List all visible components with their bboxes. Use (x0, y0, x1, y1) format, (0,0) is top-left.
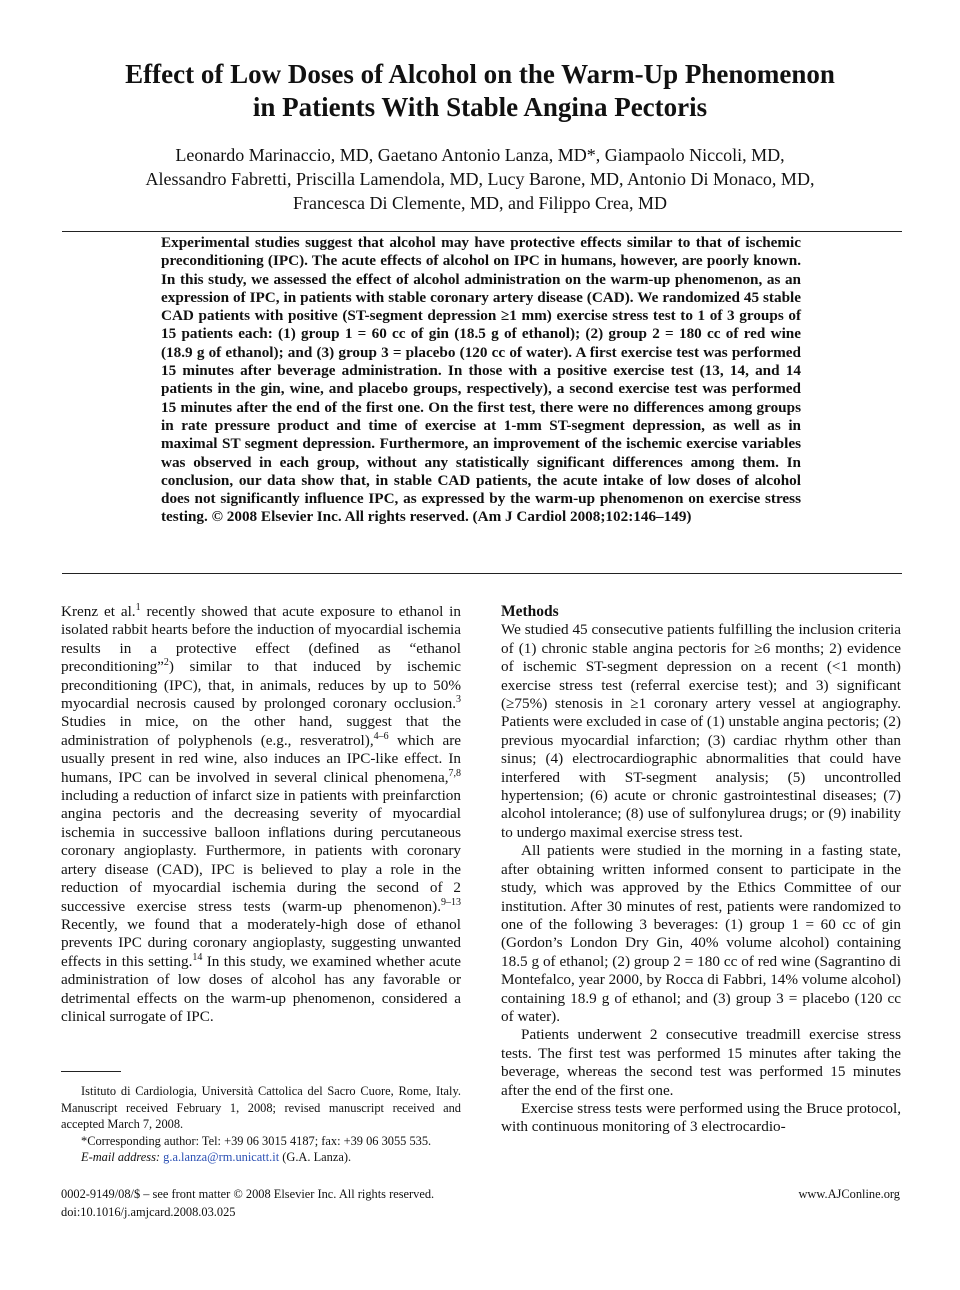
introduction-paragraph: Krenz et al.$^1$ recently showed that acute exposure to ethanol in isolated rabbit hearts before the induction of myocardial ischemia results in a protective effect (defined as “ethanol preconditioning”$^2$) similar to that induced by ischemic preconditioning (IPC), that, in animals, reduces by up to 50% myocardial necrosis caused by prolonged coronary occlusion.$^3$ Studies in mice, on the other hand, suggest that the administration of polyphenols (e.g., resveratrol),$^{4-6}$ which are usually present in red wine, also induces an IPC-like effect. In humans, IPC can be involved in several clinical phenomena,$^{7,8}$ including a reduction of infarct size in patients with preinfarction angina pectoris and the decreasing severity of myocardial ischemia in successive balloon inflations during percutaneous coronary angioplasty. Furthermore, in patients with coronary artery disease (CAD), IPC is believed to play a role in the reduction of myocardial ischemia during the second of 2 successive exercise stress tests (warm-up phenomenon).$^{9-13}$ Recently, we found that a moderately-high dose of ethanol prevents IPC during coronary angioplasty, suggesting unwanted effects in this setting.$^{14}$ In this study, we examined whether acute administration of low doses of alcohol has any favorable or detrimental effects on the warm-up phenomenon, considered a clinical surrogate of IPC. (61, 601, 462, 1025)
corresponding-author-note: *Corresponding author: Tel: +39 06 3015 4187; fax: +39 06 3055 535. (81, 1133, 432, 1148)
abstract: Experimental studies suggest that alcohol may have protective effects similar to that of ischemic preconditioning (IPC). The acute effects of alcohol on IPC in humans, however, are poorly known. In this study, we assessed the effect of alcohol administration on the warm-up phenomenon, as an expression of IPC, in patients with stable coronary artery disease (CAD). We randomized 45 stable CAD patients with positive (ST-segment depression ≥1 mm) exercise stress test to 1 of 3 groups of 15 patients each: (1) group 1 = 60 cc of gin (18.5 g of ethanol); (2) group 2 = 180 cc of red wine (18.9 g of ethanol); and (3) group 3 = placebo (120 cc of water). A first exercise test was performed 15 minutes after beverage administration. In those with a positive exercise test (13, 14, and 14 patients in the gin, wine, and placebo groups, respectively), a second exercise test was performed 15 minutes after the end of the first one. On the first test, there were no differences among groups in rate pressure product and time of exercise at 1-mm ST-segment depression, as well as in maximal ST segment depression. Furthermore, an improvement of the ischemic exercise variables was observed in each group, without any statistically significant differences among them. In conclusion, our data show that, in stable CAD patients, the acute intake of low doses of alcohol does not significantly influence IPC, as expressed by the warm-up phenomenon on exercise stress testing. © 2008 Elsevier Inc. All rights reserved. (Am J Cardiol 2008;102:146–149) (161, 234, 801, 526)
publication-info (61, 1186, 434, 1221)
citation-ref[interactable]: 14 (192, 951, 203, 963)
citation-ref[interactable]: 4–6 (373, 730, 389, 742)
email-link[interactable]: g.a.lanza@rm.unicatt.it (163, 1150, 280, 1165)
email-label: E-mail address: (81, 1150, 161, 1165)
authors-line-3: Francesca Di Clemente, MD, and Filippo Crea, MD (293, 193, 667, 213)
citation-ref[interactable]: 2 (163, 657, 169, 669)
doi-line[interactable]: doi:10.1016/j.amjcard.2008.03.025 (61, 1204, 236, 1219)
methods-paragraph-1: We studied 45 consecutive patients fulfilling the inclusion criteria of (1) chronic stable angina pectoris for ≥6 months; 2) evidence of ischemic ST-segment depression on a recent (<1 month) exercise stress test (referral exercise test); and 3) significant (≥75%) stenosis in ≥1 coronary artery vessel at angiography. Patients were excluded in case of (1) unstable angina pectoris; (2) previous myocardial infarction; (3) cardiac rhythm other than sinus; (4) electrocardiographic abnormalities that could have interfered with ST-segment analysis; (5) uncontrolled hypertension; (6) acute or chronic gastrointestinal diseases; (7) alcohol intolerance; (8) use of sulfonylurea drugs; or (9) inability to undergo maximal exercise stress test. (501, 621, 901, 841)
authors-line-1: Leonardo Marinaccio, MD, Gaetano Antonio Lanza, MD*, Giampaolo Niccoli, MD, (175, 145, 785, 165)
issn-line: 0002-9149/08/$ – see front matter © 2008 Elsevier Inc. All rights reserved. (61, 1187, 435, 1201)
email-note: E-mail address: g.a.lanza@rm.unicatt.it (G.A. Lanza). (81, 1150, 352, 1165)
article-title (60, 58, 900, 124)
citation-ref[interactable]: 7,8 (448, 767, 461, 779)
right-column (501, 603, 901, 1137)
author-list (60, 143, 900, 215)
affiliation-note: Istituto di Cardiologia, Università Cattolica del Sacro Cuore, Rome, Italy. Manuscript received February 1, 2008; revised manuscript received and accepted March 7, 2008. (61, 1084, 461, 1132)
abstract-bottom-rule (62, 573, 902, 574)
footnotes (61, 1083, 461, 1166)
methods-paragraph-4: Exercise stress tests were performed using the Bruce protocol, with continuous monitoring of 3 electrocardio- (501, 1099, 901, 1136)
left-column (61, 603, 461, 1026)
authors-line-2: Alessandro Fabretti, Priscilla Lamendola, MD, Lucy Barone, MD, Antonio Di Monaco, MD, (145, 169, 815, 189)
footnote-separator (61, 1071, 121, 1072)
journal-website[interactable]: www.AJConline.org (798, 1187, 900, 1201)
title-line-2: in Patients With Stable Angina Pectoris (252, 92, 708, 122)
methods-paragraph-2: All patients were studied in the morning in a fasting state, after obtaining written informed consent to participate in the study, which was approved by the Ethics Committee of our institution. After 30 minutes of rest, patients were randomized to one of the following 3 beverages: (1) group 1 = 60 cc of gin (Gordon’s London Dry Gin, 40% volume alcohol) containing 18.5 g of ethanol; (2) group 2 = 180 cc of red wine (Sagrantino di Montefalco, year 2000, by Rocca di Fabbri, 14% volume alcohol) containing 18.9 g of ethanol; and (3) group 3 = placebo (120 cc of water). (501, 842, 901, 1025)
abstract-top-rule (62, 231, 902, 232)
citation-ref[interactable]: 9–13 (441, 896, 461, 908)
citation-ref[interactable]: 1 (135, 601, 141, 613)
methods-paragraph-3: Patients underwent 2 consecutive treadmill exercise stress tests. The first test was performed 15 minutes after taking the beverage, whereas the second test was performed 15 minutes after the end of the first one. (501, 1026, 901, 1099)
citation-ref[interactable]: 3 (456, 693, 461, 705)
methods-heading: Methods (501, 603, 559, 620)
title-line-1: Effect of Low Doses of Alcohol on the Warm-Up Phenomenon (125, 59, 835, 89)
